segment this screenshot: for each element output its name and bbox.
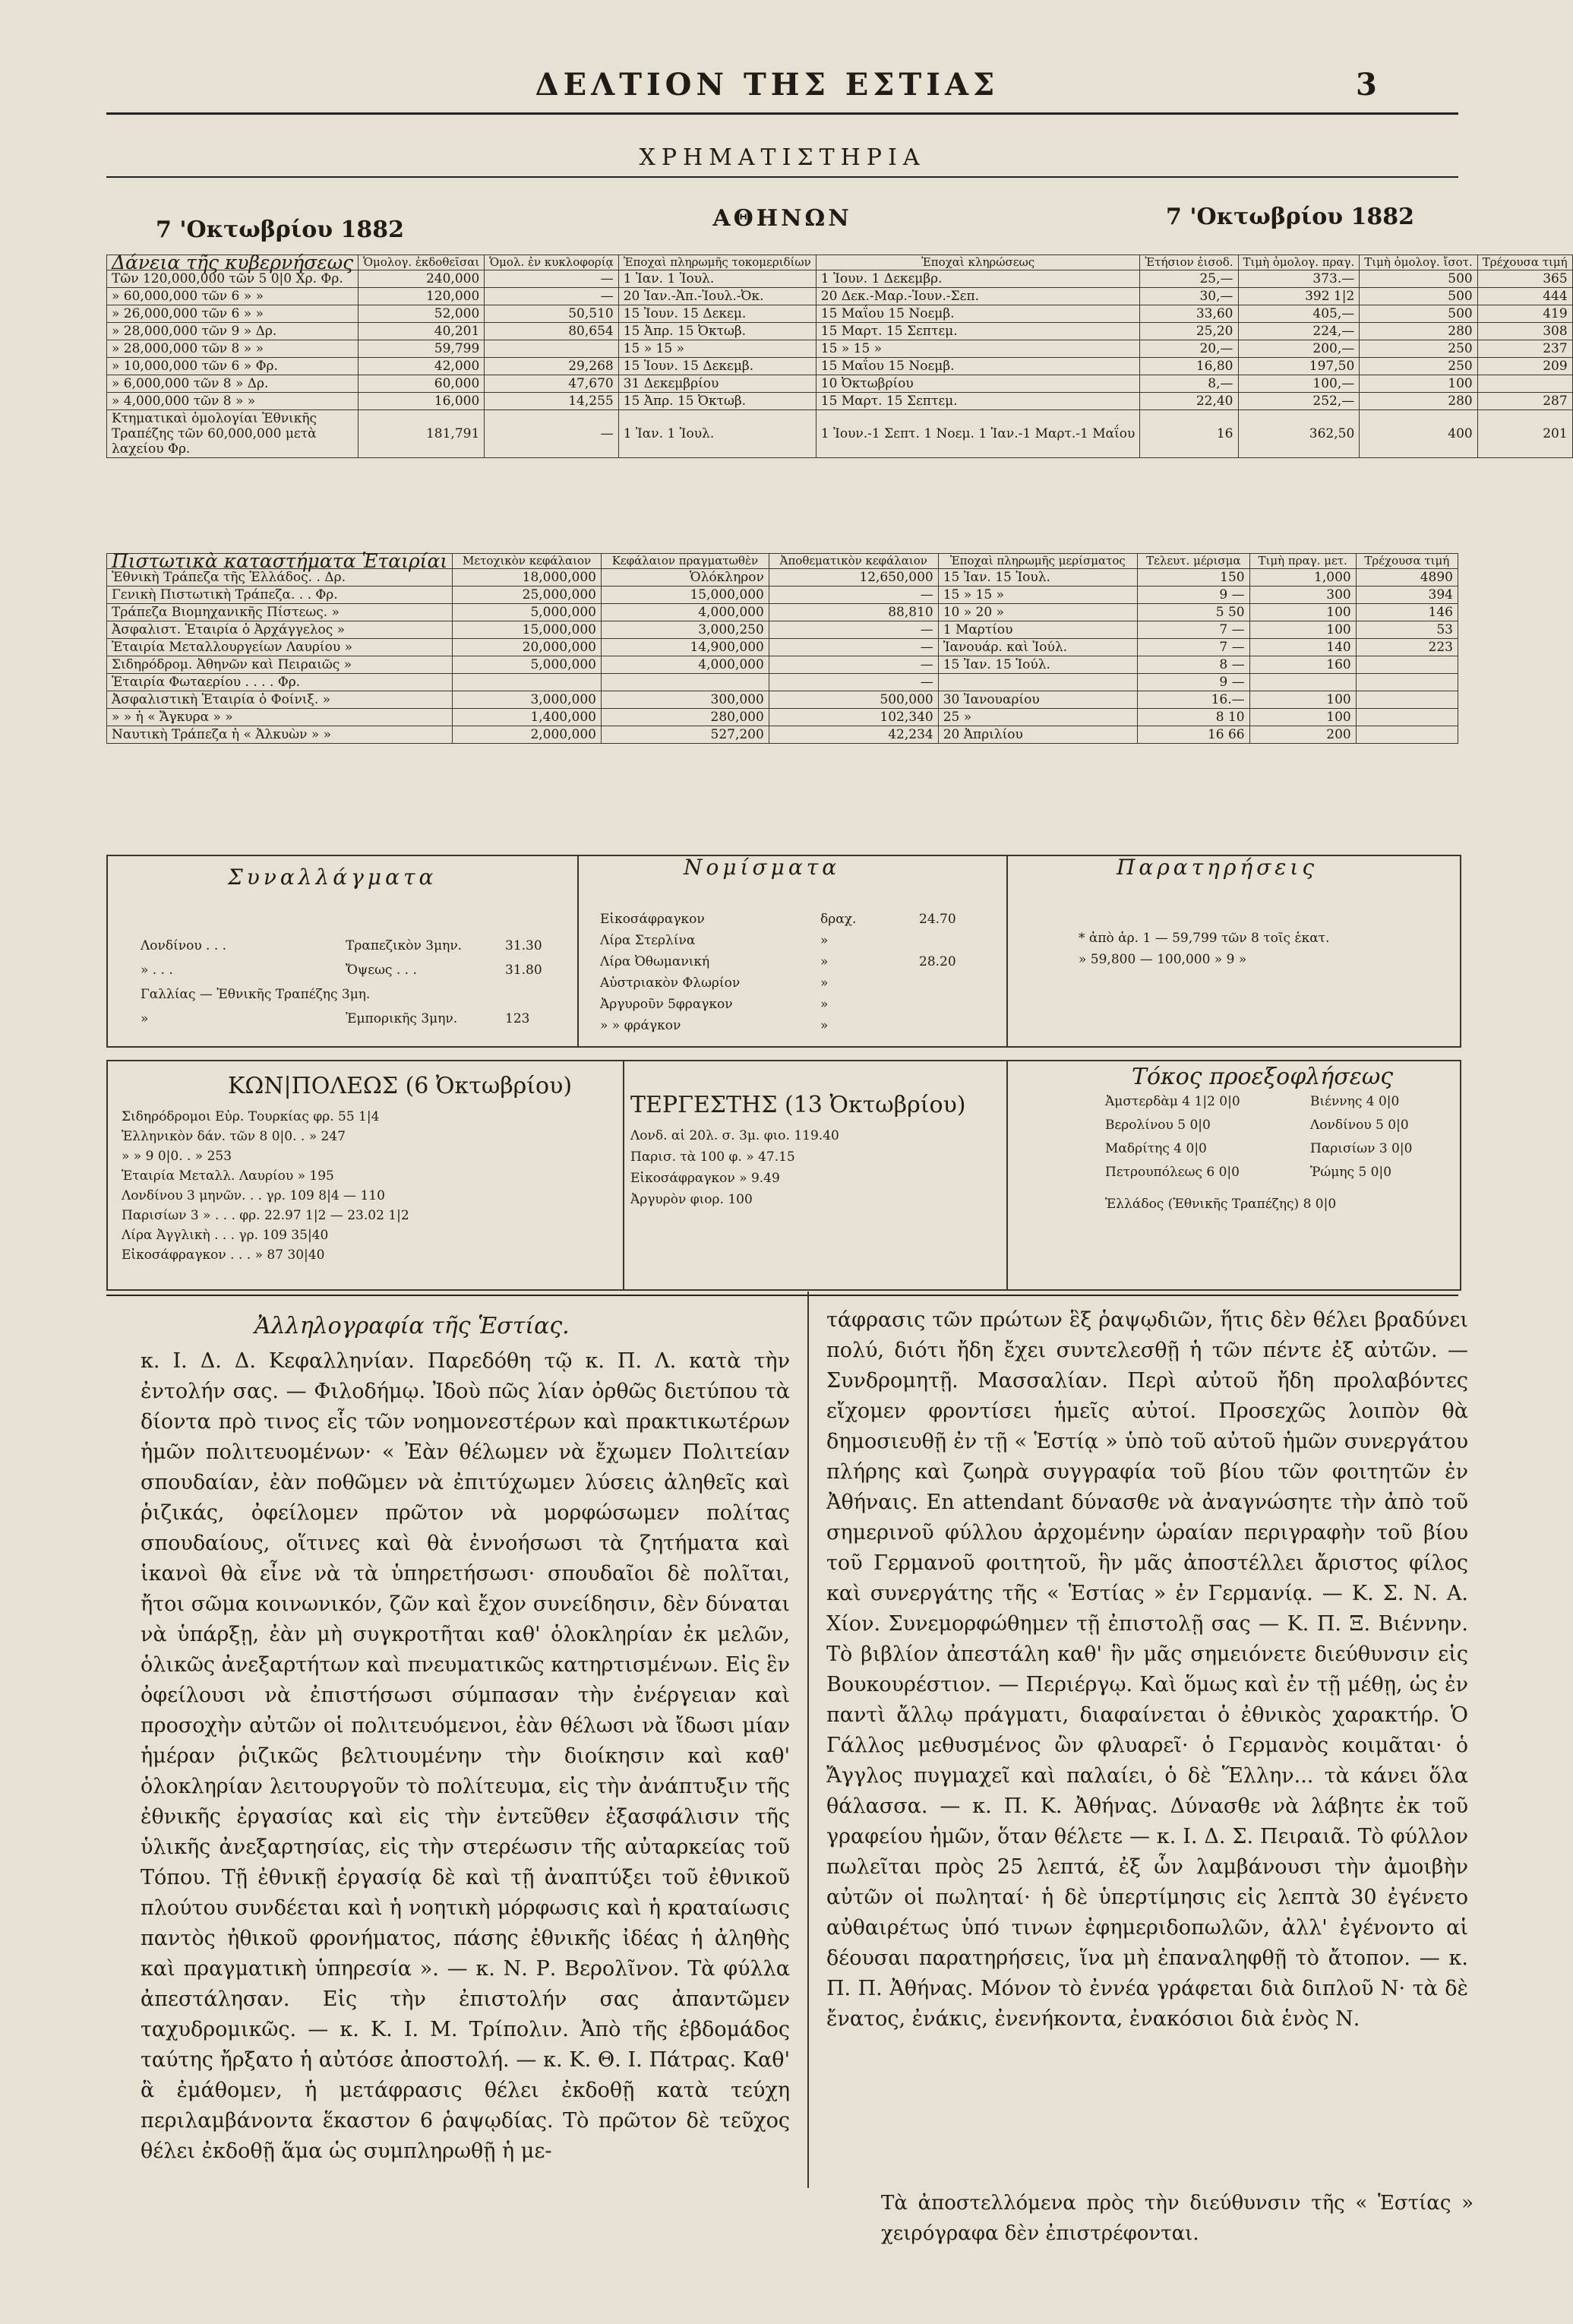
title-rule: [106, 176, 1458, 178]
loans-cell: 1 Ἰουν.-1 Σεπτ. 1 Νοεμ. 1 Ἰαν.-1 Μαρτ.-1 Μαΐου: [816, 410, 1140, 458]
credit-cell: 100: [1249, 709, 1356, 726]
trieste-lines-item: Εἰκοσάφραγκον » 9.49: [630, 1171, 780, 1186]
credit-row: [107, 639, 1458, 656]
credit-cell: 14,900,000: [601, 639, 769, 656]
credit-cell: [601, 674, 769, 691]
correspondence-left-text: κ. Ι. Δ. Δ. Κεφαλληνίαν. Παρεδόθη τῷ κ. Π. Λ. κατὰ τὴν ἐντολήν σας. — Φιλοδήμῳ. Ἰδοὺ πῶς λίαν ὀρθῶς διετύπου τὰ δίοντα πρὸ τινος εἷς τῶν νοημονεστέρων καὶ πρακτικωτέρων ἡμῶν πολιτευομένων· « Ἐὰν θέλωμεν νὰ ἔχωμεν Πολιτείαν σπουδαίαν, ἐὰν ποθῶμεν νὰ ἐπιτύχωμεν λύσεις ἀληθεῖς καὶ ῥιζικάς, ὀφείλομεν πρῶτον νὰ μορφώσωμεν πολίτας σπουδαίους, οἵτινες καὶ θὰ ἐννοήσωσι τὰ ζητήματα καὶ ἱκανοὶ θὰ εἶνε νὰ τὰ ὑπηρετήσωσι· σπουδαῖοι δὲ πολῖται, ἤτοι σῶμα κοινωνικόν, ζῶν καὶ ἔχον συνείδησιν, δὲν δύναται νὰ ὑπάρξῃ, ἐὰν μὴ συγκροτῆται καθ' ὁλοκληρίαν ἐκ μελῶν, ὁλικῶς ἀνεξαρτήτων καὶ πνευματικῶς κατηρτισμένων. Εἰς ἓν ὀφείλουσι νὰ ἐπιστήσωσι σύμπασαν τὴν ἐνέργειαν καὶ προσοχὴν αὐτῶν οἱ πολιτευόμενοι, ἐὰν θέλωσι νὰ ἴδωσι μίαν ἡμέραν ῥιζικῶς βελτιουμένην τὴν διοίκησιν καὶ καθ' ὁλοκληρίαν λειτουργοῦν τὸ πολίτευμα, εἰς τὴν ἀνάπτυξιν τῆς ἐθνικῆς ἐργασίας καὶ εἰς τὴν ἐντεῦθεν ἐξασφάλισιν τῆς ὑλικῆς ἀνεξαρτησίας, εἰς τὴν στερέωσιν τῆς αὐταρκείας τοῦ Τόπου. Τῇ ἐθνικῇ ἐργασίᾳ δὲ καὶ τῇ ἀναπτύξει τοῦ ἐθνικοῦ πλούτου συνδέεται καὶ ἡ νοητικὴ μόρφωσις καὶ ἡ κραταίωσις παντὸς ἠθικοῦ φρονήματος, πάσης ἐθνικῆς ἰδέας ἡ ἀληθὴς καὶ πραγματικὴ ὑπηρεσία ». — κ. Ν. Ρ. Βερολῖνον. Τὰ φύλλα ἀπεστάλησαν. Εἰς τὴν ἐπιστολήν σας ἀπαντῶμεν ταχυδρομικῶς. — κ. Κ. Ι. Μ. Τρίπολιν. Ἀπὸ τῆς ἑβδομάδος ταύτης ἤρξατο ἡ αὐτόσε ἀποστολή. — κ. Κ. Θ. Ι. Πάτρας. Καθ' ἃ ἐμάθομεν, ἡ μετάφρασις θέλει ἐκδοθῇ κατὰ τεύχη περιλαμβάνοντα ἕκαστον 6 ῥαψῳδίας. Τὸ πρῶτον δὲ τεῦχος θέλει ἐκδοθῇ ἅμα ὡς συμπληρωθῇ ἡ με-: [141, 1349, 790, 2163]
const-lines-item: Ἑλληνικὸν δάν. τῶν 8 0|0. . » 247: [122, 1129, 346, 1144]
loans-cell: 15 Ἰουν. 15 Δεκεμ.: [618, 305, 816, 323]
credit-header-cell: Τελευτ. μέρισμα: [1137, 554, 1249, 569]
credit-cell: 7 —: [1137, 639, 1249, 656]
credit-cell: 5,000,000: [453, 656, 602, 674]
credit-cell: 102,340: [769, 709, 938, 726]
credit-cell: 9 —: [1137, 674, 1249, 691]
loans-cell: 8,—: [1140, 375, 1238, 393]
loans-cell: 120,000: [359, 288, 485, 305]
interest-lines-item: Ἀμστερδὰμ 4 1|2 0|0: [1105, 1094, 1240, 1109]
credit-cell: [1356, 674, 1458, 691]
loans-row: [107, 323, 1573, 340]
credit-header-cell: Τρέχουσα τιμή: [1356, 554, 1458, 569]
divider: [1006, 1060, 1008, 1289]
credit-row: [107, 674, 1458, 691]
correspondence-left-column: [141, 1346, 790, 2205]
coins-lines-item: »: [820, 1018, 829, 1033]
const-lines-item: Ἑταιρία Μεταλλ. Λαυρίου » 195: [122, 1168, 334, 1184]
loans-cell: 237: [1477, 340, 1572, 358]
loans-row: [107, 375, 1573, 393]
loans-header-cell: Τιμὴ ὁμολογ. πραγ.: [1238, 255, 1360, 270]
loans-cell: 1 Ἰαν. 1 Ἰουλ.: [618, 410, 816, 458]
correspondence-right-text: τάφρασις τῶν πρώτων ἓξ ῥαψῳδιῶν, ἥτις δὲν θέλει βραδύνει πολύ, διότι ἤδη ἔχει συντελεσθῇ ἡ τῶν πέντε ἐξ αὐτῶν. — Συνδρομητῇ. Μασσαλίαν. Περὶ αὐτοῦ ἤδη προλαβόντες εἴχομεν φροντίσει ἡμεῖς αὐτοί. Προσεχῶς λοιπὸν θὰ δημοσιευθῇ ἐν τῇ « Ἑστίᾳ » ὑπὸ τοῦ αὐτοῦ ἡμῶν συνεργάτου πλήρης καὶ ζωηρὰ συγγραφία τοῦ βίου τῶν φοιτητῶν ἐν Ἀθήναις. En attendant δύνασθε νὰ ἀναγνώσητε τὴν ἀπὸ τοῦ σημερινοῦ φύλλου ἀρχομένην ὡραίαν περιγραφὴν τοῦ βίου τοῦ Γερμανοῦ φοιτητοῦ, ἣν μᾶς ἀποστέλλει ἄριστος φίλος καὶ συνεργάτης τῆς « Ἑστίας » ἐν Γερμανίᾳ. — Κ. Σ. Ν. Α. Χίον. Συνεμορφώθημεν τῇ ἐπιστολῇ σας — Κ. Π. Ξ. Βιέννην. Τὸ βιβλίον ἀπεστάλη καθ' ἣν μᾶς σημειόνετε διεύθυνσιν εἰς Βουκουρέστιον. — Περιέργῳ. Καὶ ὅμως καὶ ἐν τῇ μέθῃ, ὡς ἐν παντὶ ἄλλῳ πράγματι, διαφαίνεται ὁ ἐθνικὸς χαρακτήρ. Ὁ Γάλλος μεθυσμένος ὢν φλυαρεῖ· ὁ Γερμανὸς κοιμᾶται· ὁ Ἄγγλος πυγμαχεῖ καὶ παλαίει, ὁ δὲ Ἕλλην... τὰ κάνει ὅλα θάλασσα. — κ. Π. Κ. Ἀθήνας. Δύνασθε νὰ λάβητε ἐκ τοῦ γραφείου ἡμῶν, ὅταν θέλετε — κ. Ι. Δ. Σ. Πειραιᾶ. Τὸ φύλλον πωλεῖται πρὸς 25 λεπτά, ἐξ ὧν λαμβάνουσι τὴν ἀμοιβὴν αὐτῶν οἱ πωληταί· ἡ δὲ ὑπερτίμησις εἰς λεπτὰ 30 ἐγένετο αὐθαιρέτως ὑπό τινων ἐφημεριδοπωλῶν, ἀλλ' ἐγένοντο αἱ δέουσαι παρατηρήσεις, ἵνα μὴ ἐπαναληφθῇ τὸ ἄτοπον. — κ. Π. Π. Ἀθήνας. Μόνον τὸ ἐννέα γράφεται διὰ διπλοῦ Ν· τὰ δὲ ἔνατος, ἐνάκις, ἐνενήκοντα, ἐνακόσιοι διὰ ἑνὸς Ν.: [826, 1308, 1468, 2031]
loans-row: [107, 305, 1573, 323]
loans-cell: 15 Ἰουν. 15 Δεκεμβ.: [618, 358, 816, 375]
loans-cell: 22,40: [1140, 393, 1238, 410]
credit-cell: [1356, 691, 1458, 709]
correspondence-right-column: [826, 1305, 1468, 2088]
loans-row: [107, 340, 1573, 358]
exchange-lines-item: » . . .: [141, 963, 173, 978]
loans-cell: 405,—: [1238, 305, 1360, 323]
loans-cell: 252,—: [1238, 393, 1360, 410]
loans-header-cell: Ὁμολογ. ἐκδοθεῖσαι: [359, 255, 485, 270]
loans-cell: 30,—: [1140, 288, 1238, 305]
loans-cell: —: [485, 410, 618, 458]
credit-cell: 20 Ἀπριλίου: [938, 726, 1137, 744]
const-lines-item: Λίρα Ἀγγλικὴ . . . γρ. 109 35|40: [122, 1228, 329, 1243]
loans-row: [107, 288, 1573, 305]
exchange-lines-item: Τραπεζικὸν 3μην.: [346, 938, 463, 953]
loans-header-cell: Ὁμολ. ἐν κυκλοφορίᾳ: [485, 255, 618, 270]
loans-cell: » 60,000,000 τῶν 6 » »: [107, 288, 359, 305]
loans-cell: 15 Ἀπρ. 15 Ὀκτωβ.: [618, 393, 816, 410]
credit-cell: 160: [1249, 656, 1356, 674]
credit-cell: 280,000: [601, 709, 769, 726]
credit-row: [107, 621, 1458, 639]
credit-cell: 300: [1249, 587, 1356, 604]
divider: [1006, 855, 1008, 1046]
loans-cell: 20 Δεκ.-Μαρ.-Ἰουν.-Σεπ.: [816, 288, 1140, 305]
date-right: 7 'Οκτωβρίου 1882: [1166, 204, 1415, 230]
credit-cell: Ὁλόκληρον: [601, 569, 769, 587]
loans-cell: Τῶν 120,000,000 τῶν 5 0|0 Χρ. Φρ.: [107, 270, 359, 288]
credit-cell: —: [769, 656, 938, 674]
loans-cell: 25,20: [1140, 323, 1238, 340]
credit-cell: 100: [1249, 691, 1356, 709]
credit-cell: 15 Ἰαν. 15 Ἰούλ.: [938, 656, 1137, 674]
loans-cell: [485, 340, 618, 358]
credit-cell: 15 Ἰαν. 15 Ἰουλ.: [938, 569, 1137, 587]
coins-title: Νομίσματα: [684, 855, 841, 880]
exchange-lines-item: 31.30: [505, 938, 542, 953]
credit-cell: 500,000: [769, 691, 938, 709]
loans-cell: 400: [1360, 410, 1477, 458]
credit-header-cell: Κεφάλαιον πραγματωθὲν: [601, 554, 769, 569]
credit-cell: 16 66: [1137, 726, 1249, 744]
loans-cell: 16: [1140, 410, 1238, 458]
credit-cell: Γενικὴ Πιστωτικὴ Τράπεζα. . . Φρ.: [107, 587, 453, 604]
remarks-lines-item: » 59,800 — 100,000 » 9 »: [1079, 952, 1247, 967]
credit-cell: Ἰανουάρ. καὶ Ἰούλ.: [938, 639, 1137, 656]
credit-cell: [1356, 726, 1458, 744]
loans-cell: 60,000: [359, 375, 485, 393]
loans-cell: 16,000: [359, 393, 485, 410]
exchange-lines-item: Λονδίνου . . .: [141, 938, 227, 953]
credit-cell: 394: [1356, 587, 1458, 604]
loans-cell: 224,—: [1238, 323, 1360, 340]
credit-cell: 16.—: [1137, 691, 1249, 709]
credit-cell: 527,200: [601, 726, 769, 744]
credit-header-cell: Μετοχικὸν κεφάλαιον: [453, 554, 602, 569]
coins-lines-item: »: [820, 997, 829, 1012]
loans-cell: 308: [1477, 323, 1572, 340]
credit-cell: Ναυτικὴ Τράπεζα ἡ « Ἀλκυὼν » »: [107, 726, 453, 744]
loans-cell: 100,—: [1238, 375, 1360, 393]
interest-lines-item: Λονδίνου 5 0|0: [1310, 1118, 1409, 1133]
credit-cell: 300,000: [601, 691, 769, 709]
coins-lines-item: δραχ.: [820, 912, 857, 927]
loans-cell: 15 Μαΐου 15 Νοεμβ.: [816, 358, 1140, 375]
loans-cell: 25,—: [1140, 270, 1238, 288]
credit-cell: 88,810: [769, 604, 938, 621]
loans-cell: 42,000: [359, 358, 485, 375]
credit-row: [107, 726, 1458, 744]
credit-cell: 15,000,000: [453, 621, 602, 639]
credit-cell: 223: [1356, 639, 1458, 656]
loans-cell: 201: [1477, 410, 1572, 458]
credit-table: [106, 550, 1458, 744]
loans-table: [106, 251, 1573, 458]
loans-header-cell: Τρέχουσα τιμή: [1477, 255, 1572, 270]
coins-lines-item: Εἰκοσάφραγκον: [600, 912, 705, 927]
correspondence-title: Ἀλληλογραφία τῆς Ἑστίας.: [254, 1313, 570, 1339]
loans-cell: 250: [1360, 358, 1477, 375]
exchange-lines-item: 123: [505, 1011, 530, 1026]
coins-lines-item: Λίρα Στερλίνα: [600, 933, 696, 948]
notice: [881, 2188, 1474, 2249]
loans-cell: 181,791: [359, 410, 485, 458]
loans-cell: —: [485, 270, 618, 288]
loans-cell: —: [485, 288, 618, 305]
credit-cell: —: [769, 639, 938, 656]
coins-lines-item: Ἀργυροῦν 5φραγκον: [600, 997, 733, 1012]
market-title: ΧΡΗΜΑΤΙΣΤΗΡΙΑ: [639, 144, 926, 171]
loans-cell: 33,60: [1140, 305, 1238, 323]
credit-cell: 7 —: [1137, 621, 1249, 639]
masthead-rule: [106, 112, 1458, 115]
credit-header-cell: Ἐποχαὶ πληρωμῆς μερίσματος: [938, 554, 1137, 569]
trieste-lines-item: Παρισ. τὰ 100 φ. » 47.15: [630, 1149, 795, 1165]
loans-cell: 444: [1477, 288, 1572, 305]
loans-cell: Κτηματικαὶ ὁμολογίαι Ἐθνικῆς Τραπέζης τῶν 60,000,000 μετὰ λαχείου Φρ.: [107, 410, 359, 458]
credit-cell: Σιδηρόδρομ. Ἀθηνῶν καὶ Πειραιῶς »: [107, 656, 453, 674]
credit-cell: [453, 674, 602, 691]
interest-lines-item: Πετρουπόλεως 6 0|0: [1105, 1165, 1240, 1180]
loans-header-cell: Ἐποχαὶ πληρωμῆς τοκομεριδίων: [618, 255, 816, 270]
exchange-lines-item: »: [141, 1011, 149, 1026]
loans-cell: 50,510: [485, 305, 618, 323]
credit-cell: 53: [1356, 621, 1458, 639]
credit-cell: 20,000,000: [453, 639, 602, 656]
credit-header-cell: Ἀποθεματικὸν κεφάλαιον: [769, 554, 938, 569]
credit-cell: [1356, 709, 1458, 726]
loans-cell: [1477, 375, 1572, 393]
loans-cell: 419: [1477, 305, 1572, 323]
coins-lines-item: »: [820, 933, 829, 948]
loans-cell: 240,000: [359, 270, 485, 288]
exchange-lines-item: Ὄψεως . . .: [346, 963, 417, 978]
interest-lines-item: Βερολίνου 5 0|0: [1105, 1118, 1211, 1133]
const-lines-item: Λονδίνου 3 μηνῶν. . . γρ. 109 8|4 — 110: [122, 1188, 385, 1203]
credit-cell: [1356, 656, 1458, 674]
credit-row: [107, 691, 1458, 709]
credit-cell: 5 50: [1137, 604, 1249, 621]
loans-cell: 365: [1477, 270, 1572, 288]
loans-cell: 1 Ἰαν. 1 Ἰουλ.: [618, 270, 816, 288]
const-lines-item: Παρισίων 3 » . . . φρ. 22.97 1|2 — 23.02 1|2: [122, 1208, 409, 1223]
loans-cell: 250: [1360, 340, 1477, 358]
credit-cell: 1,400,000: [453, 709, 602, 726]
credit-row: [107, 709, 1458, 726]
credit-cell: 150: [1137, 569, 1249, 587]
loans-cell: » 26,000,000 τῶν 6 » »: [107, 305, 359, 323]
credit-cell: 9 —: [1137, 587, 1249, 604]
credit-cell: 30 Ἰανουαρίου: [938, 691, 1137, 709]
loans-cell: 59,799: [359, 340, 485, 358]
credit-cell: 146: [1356, 604, 1458, 621]
loans-cell: 15 Ἀπρ. 15 Ὀκτωβ.: [618, 323, 816, 340]
interest-title: Τόκος προεξοφλήσεως: [1132, 1064, 1394, 1090]
credit-cell: [1249, 674, 1356, 691]
credit-cell: 100: [1249, 621, 1356, 639]
interest-lines-item: Ῥώμης 5 0|0: [1310, 1165, 1392, 1180]
loans-row: [107, 393, 1573, 410]
credit-cell: Ἑταιρία Φωταερίου . . . . Φρ.: [107, 674, 453, 691]
loans-header-row: [107, 255, 1573, 270]
coins-lines-item: » » φράγκον: [600, 1018, 681, 1033]
credit-cell: [938, 674, 1137, 691]
loans-row: [107, 410, 1573, 458]
loans-cell: 20 Ἰαν.-Ἀπ.-Ἰουλ.-Ὀκ.: [618, 288, 816, 305]
exchange-lines-item: Γαλλίας — Ἐθνικῆς Τραπέζης 3μη.: [141, 987, 371, 1002]
credit-row: [107, 656, 1458, 674]
credit-cell: 25 »: [938, 709, 1137, 726]
loans-cell: 40,201: [359, 323, 485, 340]
remarks-lines-item: * ἀπὸ ἀρ. 1 — 59,799 τῶν 8 τοῖς ἑκατ.: [1079, 931, 1330, 946]
const-lines-item: Εἰκοσάφραγκον . . . » 87 30|40: [122, 1247, 325, 1263]
credit-cell: 8 10: [1137, 709, 1249, 726]
credit-cell: 12,650,000: [769, 569, 938, 587]
loans-cell: 500: [1360, 288, 1477, 305]
loans-cell: » 6,000,000 τῶν 8 » Δρ.: [107, 375, 359, 393]
loans-cell: 500: [1360, 270, 1477, 288]
interest-lines-item: Βιέννης 4 0|0: [1310, 1094, 1400, 1109]
date-left: 7 'Οκτωβρίου 1882: [156, 217, 405, 243]
loans-cell: » 28,000,000 τῶν 8 » »: [107, 340, 359, 358]
credit-cell: 2,000,000: [453, 726, 602, 744]
coins-lines-item: »: [820, 975, 829, 991]
credit-cell: —: [769, 621, 938, 639]
coins-lines-item: 24.70: [919, 912, 956, 927]
page-number: 3: [1356, 67, 1377, 103]
credit-cell: 10 » 20 »: [938, 604, 1137, 621]
loans-cell: » 10,000,000 τῶν 6 » Φρ.: [107, 358, 359, 375]
credit-cell: 5,000,000: [453, 604, 602, 621]
notice-text: Τὰ ἀποστελλόμενα πρὸς τὴν διεύθυνσιν τῆς « Ἑστίας » χειρόγραφα δὲν ἐπιστρέφονται.: [881, 2192, 1474, 2245]
loans-cell: 47,670: [485, 375, 618, 393]
loans-header-cell: Ἐποχαὶ κληρώσεως: [816, 255, 1140, 270]
loans-row: [107, 358, 1573, 375]
loans-cell: 500: [1360, 305, 1477, 323]
loans-header-cell: Ἐτήσιον ἐισοδ.: [1140, 255, 1238, 270]
trieste-title: ΤΕΡΓΕΣΤΗΣ (13 Ὀκτωβρίου): [630, 1092, 966, 1118]
loans-cell: 373.—: [1238, 270, 1360, 288]
loans-cell: 392 1|2: [1238, 288, 1360, 305]
loans-cell: 100: [1360, 375, 1477, 393]
credit-cell: 15 » 15 »: [938, 587, 1137, 604]
loans-cell: 14,255: [485, 393, 618, 410]
loans-cell: » 4,000,000 τῶν 8 » »: [107, 393, 359, 410]
credit-cell: —: [769, 674, 938, 691]
loans-cell: 52,000: [359, 305, 485, 323]
loans-cell: 280: [1360, 393, 1477, 410]
credit-cell: 8 —: [1137, 656, 1249, 674]
credit-cell: 100: [1249, 604, 1356, 621]
credit-cell: 4,000,000: [601, 604, 769, 621]
credit-cell: 3,000,000: [453, 691, 602, 709]
loans-cell: 15 Μαρτ. 15 Σεπτεμ.: [816, 393, 1140, 410]
remarks-title: Παρατηρήσεις: [1117, 855, 1318, 880]
loans-cell: 29,268: [485, 358, 618, 375]
column-divider: [807, 1292, 809, 2188]
loans-cell: 10 Ὀκτωβρίου: [816, 375, 1140, 393]
loans-cell: 20,—: [1140, 340, 1238, 358]
credit-cell: 15,000,000: [601, 587, 769, 604]
credit-cell: 42,234: [769, 726, 938, 744]
loans-header-cell: Τιμὴ ὁμολογ. ἴσοτ.: [1360, 255, 1477, 270]
loans-cell: 280: [1360, 323, 1477, 340]
loans-cell: 362,50: [1238, 410, 1360, 458]
loans-header-cell: Δάνεια τῆς κυβερνήσεως: [107, 255, 359, 270]
credit-cell: 1,000: [1249, 569, 1356, 587]
loans-cell: 197,50: [1238, 358, 1360, 375]
loans-body: [107, 270, 1573, 458]
credit-body: [107, 569, 1458, 744]
interest-footer: Ἑλλάδος (Ἐθνικῆς Τραπέζης) 8 0|0: [1105, 1197, 1337, 1212]
divider: [577, 855, 579, 1046]
loans-cell: 200,—: [1238, 340, 1360, 358]
loans-cell: 15 Μαΐου 15 Νοεμβ.: [816, 305, 1140, 323]
city-title: ΑΘΗΝΩΝ: [712, 205, 852, 232]
coins-lines-item: 28.20: [919, 954, 956, 969]
credit-cell: » » ἡ « Ἄγκυρα » »: [107, 709, 453, 726]
loans-cell: 80,654: [485, 323, 618, 340]
credit-cell: 3,000,250: [601, 621, 769, 639]
loans-cell: 209: [1477, 358, 1572, 375]
loans-cell: 15 » 15 »: [618, 340, 816, 358]
divider: [623, 1060, 624, 1289]
credit-cell: 4890: [1356, 569, 1458, 587]
credit-row: [107, 569, 1458, 587]
credit-cell: Ἑταιρία Μεταλλουργείων Λαυρίου »: [107, 639, 453, 656]
credit-cell: Ἀσφαλιστικὴ Ἑταιρία ὁ Φοίνιξ. »: [107, 691, 453, 709]
const-lines-item: » » 9 0|0. . » 253: [122, 1149, 232, 1164]
coins-lines-item: Λίρα Ὀθωμανική: [600, 954, 710, 969]
credit-header-cell: Τιμὴ πραγ. μετ.: [1249, 554, 1356, 569]
exchange-lines-item: 31.80: [505, 963, 542, 978]
credit-row: [107, 604, 1458, 621]
const-lines-item: Σιδηρόδρομοι Εὐρ. Τουρκίας φρ. 55 1|4: [122, 1109, 380, 1124]
masthead: ΔΕΛΤΙΟΝ ΤΗΣ ΕΣΤΙΑΣ: [535, 67, 1000, 103]
credit-header-row: [107, 554, 1458, 569]
constantinople-title: ΚΩΝ|ΠΟΛΕΩΣ (6 Ὀκτωβρίου): [228, 1073, 573, 1099]
credit-cell: 18,000,000: [453, 569, 602, 587]
loans-cell: 287: [1477, 393, 1572, 410]
credit-cell: Ἀσφαλιστ. Ἑταιρία ὁ Ἀρχάγγελος »: [107, 621, 453, 639]
coins-lines-item: Αὐστριακὸν Φλωρίον: [600, 975, 741, 991]
credit-header-cell: Πιστωτικὰ καταστήματα Ἑταιρίαι: [107, 554, 453, 569]
loans-cell: 31 Δεκεμβρίου: [618, 375, 816, 393]
credit-cell: —: [769, 587, 938, 604]
exchange-title: Συναλλάγματα: [228, 865, 437, 890]
credit-cell: 25,000,000: [453, 587, 602, 604]
loans-cell: » 28,000,000 τῶν 9 » Δρ.: [107, 323, 359, 340]
coins-lines-item: »: [820, 954, 829, 969]
loans-cell: 16,80: [1140, 358, 1238, 375]
credit-cell: Ἐθνικὴ Τράπεζα τῆς Ἑλλάδος. . Δρ.: [107, 569, 453, 587]
loans-cell: 15 » 15 »: [816, 340, 1140, 358]
interest-lines-item: Μαδρίτης 4 0|0: [1105, 1141, 1207, 1156]
section-rule: [106, 1295, 1458, 1296]
loans-cell: 15 Μαρτ. 15 Σεπτεμ.: [816, 323, 1140, 340]
interest-lines-item: Παρισίων 3 0|0: [1310, 1141, 1413, 1156]
exchange-lines-item: Ἐμπορικῆς 3μην.: [346, 1011, 458, 1026]
loans-cell: 1 Ἰουν. 1 Δεκεμβρ.: [816, 270, 1140, 288]
trieste-lines-item: Λονδ. αἱ 20λ. σ. 3μ. φιο. 119.40: [630, 1128, 839, 1143]
loans-row: [107, 270, 1573, 288]
credit-row: [107, 587, 1458, 604]
credit-cell: 4,000,000: [601, 656, 769, 674]
credit-cell: 200: [1249, 726, 1356, 744]
credit-cell: Τράπεζα Βιομηχανικῆς Πίστεως. »: [107, 604, 453, 621]
credit-cell: 140: [1249, 639, 1356, 656]
trieste-lines-item: Ἀργυρὸν φιορ. 100: [630, 1192, 753, 1207]
credit-cell: 1 Μαρτίου: [938, 621, 1137, 639]
